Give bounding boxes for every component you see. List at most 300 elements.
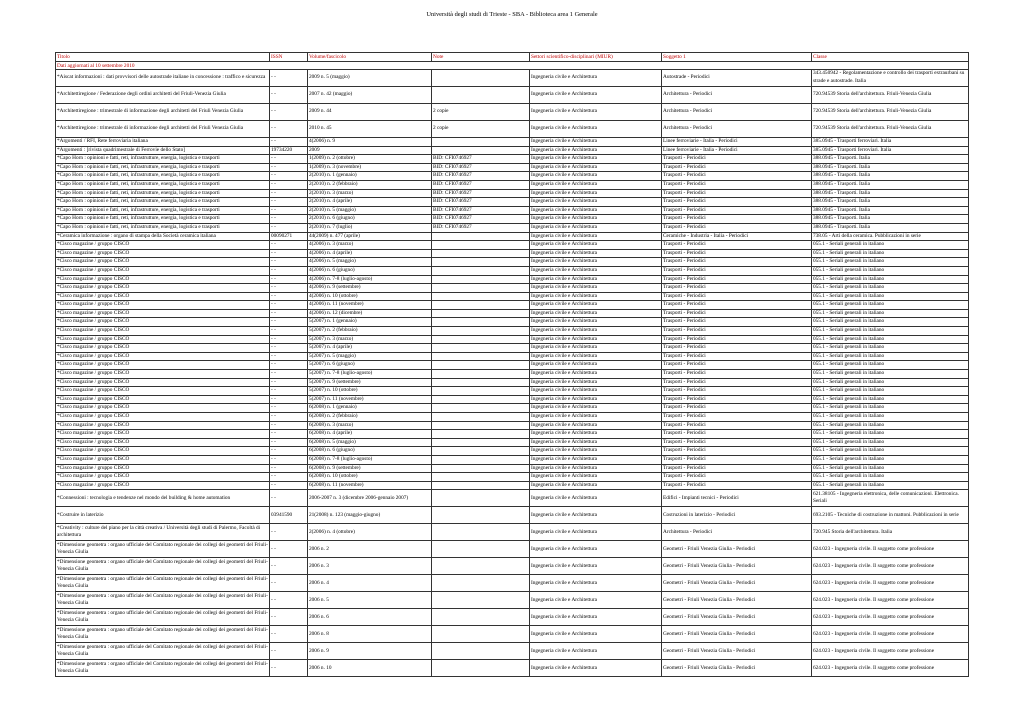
- cell-volume: 2(2010) n. 5 (maggio): [308, 206, 432, 215]
- cell-soggetto: Trasporti - Periodici: [662, 155, 812, 164]
- cell-volume: 2(2010) n. 1 (gennaio): [308, 172, 432, 181]
- cell-issn: - -: [270, 223, 308, 232]
- cell-issn: - -: [270, 387, 308, 396]
- cell-issn: - -: [270, 473, 308, 482]
- cell-titolo: *Cisco magazine / gruppo CISCO: [56, 404, 270, 413]
- cell-issn: - -: [270, 438, 308, 447]
- cell-titolo: *Cisco magazine / gruppo CISCO: [56, 421, 270, 430]
- cell-titolo: *Capo Horn : opinioni e fatti, reti, infrastrutture, energia, logistica e trasporti: [56, 198, 270, 207]
- cell-titolo: *Argomenti : [rivista quadrimestrale di Ferrovie dello Stato]: [56, 146, 270, 155]
- cell-titolo: *Cisco magazine / gruppo CISCO: [56, 284, 270, 293]
- cell-volume: 1(2009) n. 3 (novembre): [308, 163, 432, 172]
- cell-classe: 055.1 - Seriali generali in italiano: [812, 284, 969, 293]
- table-row: [56, 660, 969, 677]
- cell-settori: Ingegneria civile e Architettura: [530, 455, 662, 464]
- cell-settori: Ingegneria civile e Architettura: [530, 87, 662, 104]
- cell-issn: - -: [270, 413, 308, 422]
- column-header-note[interactable]: Note: [432, 53, 530, 62]
- cell-volume: 2006 n. 9: [308, 643, 432, 660]
- cell-classe: 055.1 - Seriali generali in italiano: [812, 361, 969, 370]
- cell-settori: Ingegneria civile e Architettura: [530, 541, 662, 558]
- cell-issn: - -: [270, 352, 308, 361]
- cell-note: [432, 138, 530, 147]
- cell-settori: Ingegneria civile e Architettura: [530, 138, 662, 147]
- cell-titolo: *Creativity : culture del piano per la città creativa / Università degli studi di Palermo, Facoltà di architettura: [56, 524, 270, 541]
- cell-note: [432, 275, 530, 284]
- cell-titolo: *Argomenti / RFI, Rete ferroviaria italiana: [56, 138, 270, 147]
- column-header-titolo[interactable]: Titolo: [56, 53, 270, 62]
- cell-volume: 2006 n. 3: [308, 558, 432, 575]
- table-row: [56, 249, 969, 258]
- cell-soggetto: Geometri - Friuli Venezia Giulia - Periodici: [662, 592, 812, 609]
- table-row: [56, 609, 969, 626]
- cell-note: [432, 395, 530, 404]
- table-row: [56, 266, 969, 275]
- cell-classe: 055.1 - Seriali generali in italiano: [812, 473, 969, 482]
- cell-classe: 055.1 - Seriali generali in italiano: [812, 447, 969, 456]
- cell-titolo: *Cisco magazine / gruppo CISCO: [56, 370, 270, 379]
- cell-titolo: *Cisco magazine / gruppo CISCO: [56, 430, 270, 439]
- cell-titolo: *Architettiregione : trimestrale di informazione degli architetti del Friuli Venezia Giulia: [56, 121, 270, 138]
- cell-volume: 21(2008) n. 123 (maggio-giugno): [308, 507, 432, 524]
- cell-issn: 19734220: [270, 146, 308, 155]
- cell-titolo: *Dimensione geometra : organo ufficiale del Comitato regionale dei collegi dei geometri del Friuli-Venezia Giulia: [56, 609, 270, 626]
- catalog-table: [55, 52, 969, 677]
- cell-issn: - -: [270, 335, 308, 344]
- cell-settori: Ingegneria civile e Architettura: [530, 352, 662, 361]
- cell-volume: 4(2006) n. 3 (marzo): [308, 241, 432, 250]
- cell-volume: 2(2010) n. 4 (aprile): [308, 198, 432, 207]
- cell-classe: 388.0945 - Trasporti. Italia: [812, 163, 969, 172]
- cell-issn: - -: [270, 284, 308, 293]
- cell-classe: 055.1 - Seriali generali in italiano: [812, 370, 969, 379]
- cell-titolo: *Cisco magazine / gruppo CISCO: [56, 301, 270, 310]
- cell-titolo: *Cisco magazine / gruppo CISCO: [56, 335, 270, 344]
- cell-volume: 2006 n. 5: [308, 592, 432, 609]
- cell-soggetto: Trasporti - Periodici: [662, 206, 812, 215]
- cell-issn: - -: [270, 464, 308, 473]
- cell-note: [432, 361, 530, 370]
- cell-volume: 5(2007) n. 2 (febbraio): [308, 327, 432, 336]
- cell-note: [432, 352, 530, 361]
- cell-titolo: *Capo Horn : opinioni e fatti, reti, infrastrutture, energia, logistica e trasporti: [56, 172, 270, 181]
- cell-classe: 738.05 - Arti della ceramica. Pubblicazioni in serie: [812, 232, 969, 241]
- cell-settori: Ingegneria civile e Architettura: [530, 155, 662, 164]
- table-row: [56, 206, 969, 215]
- cell-issn: - -: [270, 241, 308, 250]
- cell-settori: Ingegneria civile e Architettura: [530, 395, 662, 404]
- cell-titolo: *Cisco magazine / gruppo CISCO: [56, 447, 270, 456]
- cell-volume: 6(2008) n. 10 (ottobre): [308, 473, 432, 482]
- cell-volume: 4(2006) n. 7-8 (luglio-agosto): [308, 275, 432, 284]
- cell-classe: 388.0945 - Trasporti. Italia: [812, 172, 969, 181]
- cell-volume: 6(2008) n. 7-8 (luglio-agosto): [308, 455, 432, 464]
- cell-titolo: *Capo Horn : opinioni e fatti, reti, infrastrutture, energia, logistica e trasporti: [56, 163, 270, 172]
- cell-titolo: *Dimensione geometra : organo ufficiale del Comitato regionale dei collegi dei geometri del Friuli-Venezia Giulia: [56, 643, 270, 660]
- table-row: [56, 275, 969, 284]
- cell-titolo: *Ceramica informazione : organo di stampa della Società ceramica italiana: [56, 232, 270, 241]
- table-row: [56, 241, 969, 250]
- cell-titolo: *Cisco magazine / gruppo CISCO: [56, 309, 270, 318]
- table-row: [56, 189, 969, 198]
- cell-settori: Ingegneria civile e Architettura: [530, 318, 662, 327]
- cell-note: [432, 473, 530, 482]
- cell-note: [432, 447, 530, 456]
- column-header-soggetto[interactable]: Soggetto 1: [662, 53, 812, 62]
- cell-classe: 055.1 - Seriali generali in italiano: [812, 430, 969, 439]
- table-row: [56, 524, 969, 541]
- cell-settori: Ingegneria civile e Architettura: [530, 215, 662, 224]
- cell-classe: 055.1 - Seriali generali in italiano: [812, 301, 969, 310]
- cell-soggetto: Geometri - Friuli Venezia Giulia - Periodici: [662, 541, 812, 558]
- cell-titolo: *Cisco magazine / gruppo CISCO: [56, 258, 270, 267]
- cell-volume: 6(2008) n. 3 (marzo): [308, 421, 432, 430]
- cell-soggetto: Architettura - Periodici: [662, 104, 812, 121]
- cell-classe: 055.1 - Seriali generali in italiano: [812, 387, 969, 396]
- cell-note: [432, 413, 530, 422]
- cell-titolo: *Cisco magazine / gruppo CISCO: [56, 275, 270, 284]
- cell-titolo: *Cisco magazine / gruppo CISCO: [56, 292, 270, 301]
- cell-note: [432, 421, 530, 430]
- table-row: [56, 87, 969, 104]
- cell-settori: Ingegneria civile e Architettura: [530, 189, 662, 198]
- cell-settori: Ingegneria civile e Architettura: [530, 344, 662, 353]
- cell-soggetto: Trasporti - Periodici: [662, 215, 812, 224]
- table-row: [56, 404, 969, 413]
- column-header-issn[interactable]: ISSN: [270, 53, 308, 62]
- cell-soggetto: Autostrade - Periodici: [662, 70, 812, 87]
- table-row: [56, 155, 969, 164]
- cell-note: [432, 249, 530, 258]
- cell-issn: - -: [270, 104, 308, 121]
- cell-soggetto: Trasporti - Periodici: [662, 421, 812, 430]
- cell-titolo: *Cisco magazine / gruppo CISCO: [56, 378, 270, 387]
- cell-issn: - -: [270, 361, 308, 370]
- cell-volume: 1(2009) n. 2 (ottobre): [308, 155, 432, 164]
- cell-classe: 055.1 - Seriali generali in italiano: [812, 421, 969, 430]
- cell-settori: Ingegneria civile e Architettura: [530, 301, 662, 310]
- table-row: [56, 447, 969, 456]
- cell-note: [432, 146, 530, 155]
- cell-issn: - -: [270, 189, 308, 198]
- table-row: [56, 592, 969, 609]
- cell-titolo: *Cisco magazine / gruppo CISCO: [56, 473, 270, 482]
- table-row: [56, 138, 969, 147]
- column-header-classe[interactable]: Classe: [812, 53, 969, 62]
- cell-note: BID: CFI0746927: [432, 180, 530, 189]
- cell-issn: - -: [270, 172, 308, 181]
- table-row: [56, 335, 969, 344]
- cell-soggetto: Costruzioni in laterizio - Periodici: [662, 507, 812, 524]
- cell-volume: 4(2006) n. 9: [308, 138, 432, 147]
- cell-settori: Ingegneria civile e Architettura: [530, 172, 662, 181]
- cell-volume: 5(2007) n. 11 (novembre): [308, 395, 432, 404]
- cell-settori: Ingegneria civile e Architettura: [530, 438, 662, 447]
- table-row: [56, 215, 969, 224]
- cell-settori: Ingegneria civile e Architettura: [530, 473, 662, 482]
- cell-soggetto: Trasporti - Periodici: [662, 352, 812, 361]
- cell-titolo: *Capo Horn : opinioni e fatti, reti, infrastrutture, energia, logistica e trasporti: [56, 189, 270, 198]
- cell-soggetto: Geometri - Friuli Venezia Giulia - Periodici: [662, 558, 812, 575]
- cell-soggetto: Geometri - Friuli Venezia Giulia - Periodici: [662, 660, 812, 677]
- cell-issn: - -: [270, 643, 308, 660]
- cell-soggetto: Trasporti - Periodici: [662, 387, 812, 396]
- cell-settori: Ingegneria civile e Architettura: [530, 266, 662, 275]
- cell-titolo: *Dimensione geometra : organo ufficiale del Comitato regionale dei collegi dei geometri del Friuli-Venezia Giulia: [56, 558, 270, 575]
- table-row: [56, 344, 969, 353]
- table-row: [56, 309, 969, 318]
- cell-note: [432, 301, 530, 310]
- cell-issn: - -: [270, 660, 308, 677]
- cell-titolo: *Cisco magazine / gruppo CISCO: [56, 455, 270, 464]
- cell-titolo: *Cisco magazine / gruppo CISCO: [56, 318, 270, 327]
- cell-note: [432, 378, 530, 387]
- cell-settori: Ingegneria civile e Architettura: [530, 490, 662, 507]
- cell-settori: Ingegneria civile e Architettura: [530, 447, 662, 456]
- cell-issn: - -: [270, 258, 308, 267]
- cell-classe: 388.0945 - Trasporti. Italia: [812, 223, 969, 232]
- cell-soggetto: Trasporti - Periodici: [662, 438, 812, 447]
- cell-note: [432, 490, 530, 507]
- table-row: [56, 361, 969, 370]
- table-row: [56, 318, 969, 327]
- cell-classe: 055.1 - Seriali generali in italiano: [812, 378, 969, 387]
- cell-issn: - -: [270, 121, 308, 138]
- table-row: [56, 370, 969, 379]
- cell-note: [432, 232, 530, 241]
- cell-soggetto: Trasporti - Periodici: [662, 361, 812, 370]
- cell-classe: 624.023 - Ingegneria civile. Il soggetto come professione: [812, 558, 969, 575]
- cell-note: BID: CFI0746927: [432, 189, 530, 198]
- cell-soggetto: Trasporti - Periodici: [662, 172, 812, 181]
- cell-soggetto: Trasporti - Periodici: [662, 473, 812, 482]
- cell-classe: 621.38105 - Ingegneria elettronica, delle comunicazioni. Elettronica. Seriali: [812, 490, 969, 507]
- cell-volume: 5(2007) n. 5 (maggio): [308, 352, 432, 361]
- cell-volume: 2007 n. 42 (maggio): [308, 87, 432, 104]
- cell-titolo: *Architettiregione / Federazione degli ordini architetti del Friuli-Venezia Giulia: [56, 87, 270, 104]
- cell-issn: - -: [270, 490, 308, 507]
- cell-settori: Ingegneria civile e Architettura: [530, 387, 662, 396]
- cell-soggetto: Trasporti - Periodici: [662, 455, 812, 464]
- cell-volume: 5(2007) n. 1 (gennaio): [308, 318, 432, 327]
- column-header-settori[interactable]: Settori scientifico-disciplinari (MIUR): [530, 53, 662, 62]
- cell-volume: 5(2007) n. 4 (aprile): [308, 344, 432, 353]
- cell-classe: 720.94539 Storia dell'architettura. Friuli-Venezia Giulia: [812, 87, 969, 104]
- table-row: [56, 413, 969, 422]
- table-row: [56, 198, 969, 207]
- cell-settori: Ingegneria civile e Architettura: [530, 180, 662, 189]
- cell-issn: - -: [270, 206, 308, 215]
- cell-classe: 385.0945 - Trasporti ferroviari. Italia: [812, 146, 969, 155]
- cell-volume: 6(2008) n. 11 (novembre): [308, 481, 432, 490]
- cell-volume: 4(2006) n. 9 (settembre): [308, 284, 432, 293]
- cell-issn: - -: [270, 344, 308, 353]
- cell-note: 2 copie: [432, 121, 530, 138]
- cell-note: [432, 327, 530, 336]
- cell-volume: 2(2010) n. 2 (febbraio): [308, 180, 432, 189]
- header-row: [56, 53, 969, 62]
- cell-issn: 03941590: [270, 507, 308, 524]
- cell-note: [432, 430, 530, 439]
- table-row: [56, 421, 969, 430]
- table-row: [56, 473, 969, 482]
- cell-issn: - -: [270, 524, 308, 541]
- cell-soggetto: Trasporti - Periodici: [662, 180, 812, 189]
- cell-note: [432, 643, 530, 660]
- cell-classe: 385.0945 - Trasporti ferroviari. Italia: [812, 138, 969, 147]
- cell-note: [432, 404, 530, 413]
- cell-settori: Ingegneria civile e Architettura: [530, 626, 662, 643]
- cell-soggetto: Trasporti - Periodici: [662, 481, 812, 490]
- cell-note: [432, 318, 530, 327]
- cell-settori: Ingegneria civile e Architettura: [530, 206, 662, 215]
- cell-note: [432, 464, 530, 473]
- cell-titolo: *Cisco magazine / gruppo CISCO: [56, 266, 270, 275]
- cell-soggetto: Trasporti - Periodici: [662, 223, 812, 232]
- cell-classe: 624.023 - Ingegneria civile. Il soggetto come professione: [812, 643, 969, 660]
- cell-soggetto: Trasporti - Periodici: [662, 275, 812, 284]
- cell-settori: Ingegneria civile e Architettura: [530, 104, 662, 121]
- cell-titolo: *Cisco magazine / gruppo CISCO: [56, 241, 270, 250]
- cell-classe: 388.0945 - Trasporti. Italia: [812, 215, 969, 224]
- table-row: [56, 464, 969, 473]
- cell-classe: 055.1 - Seriali generali in italiano: [812, 327, 969, 336]
- cell-volume: 2009 n. 5 (maggio): [308, 70, 432, 87]
- cell-volume: 5(2007) n. 10 (ottobre): [308, 387, 432, 396]
- cell-classe: 624.023 - Ingegneria civile. Il soggetto come professione: [812, 541, 969, 558]
- cell-classe: 624.023 - Ingegneria civile. Il soggetto come professione: [812, 575, 969, 592]
- cell-note: [432, 507, 530, 524]
- cell-note: [432, 626, 530, 643]
- cell-issn: 00090271: [270, 232, 308, 241]
- column-header-volume[interactable]: Volume/fascicolo: [308, 53, 432, 62]
- cell-soggetto: Trasporti - Periodici: [662, 404, 812, 413]
- cell-note: [432, 541, 530, 558]
- cell-volume: 2(2006) n. 4 (ottobre): [308, 524, 432, 541]
- cell-note: [432, 309, 530, 318]
- cell-classe: 055.1 - Seriali generali in italiano: [812, 481, 969, 490]
- cell-volume: 2006 n. 8: [308, 626, 432, 643]
- cell-soggetto: Trasporti - Periodici: [662, 249, 812, 258]
- table-row: [56, 378, 969, 387]
- cell-titolo: *Aiscat informazioni : dati provvisori delle autostrade italiane in concessione : traffico e sicurezza: [56, 70, 270, 87]
- cell-settori: Ingegneria civile e Architettura: [530, 163, 662, 172]
- cell-issn: - -: [270, 266, 308, 275]
- cell-issn: - -: [270, 215, 308, 224]
- cell-soggetto: Linee ferroviarie - Italia - Periodici: [662, 138, 812, 147]
- cell-classe: 720.945 Storia dell'architettura. Italia: [812, 524, 969, 541]
- cell-note: [432, 455, 530, 464]
- cell-issn: - -: [270, 301, 308, 310]
- cell-issn: - -: [270, 370, 308, 379]
- cell-soggetto: Trasporti - Periodici: [662, 284, 812, 293]
- cell-soggetto: Geometri - Friuli Venezia Giulia - Periodici: [662, 626, 812, 643]
- cell-note: [432, 70, 530, 87]
- cell-note: BID: CFI0746927: [432, 215, 530, 224]
- cell-classe: 055.1 - Seriali generali in italiano: [812, 249, 969, 258]
- cell-issn: - -: [270, 592, 308, 609]
- cell-classe: 720.94539 Storia dell'architettura. Friuli-Venezia Giulia: [812, 104, 969, 121]
- cell-soggetto: Architettura - Periodici: [662, 87, 812, 104]
- cell-volume: 5(2007) n. 3 (marzo): [308, 335, 432, 344]
- cell-soggetto: Trasporti - Periodici: [662, 413, 812, 422]
- cell-soggetto: Geometri - Friuli Venezia Giulia - Periodici: [662, 609, 812, 626]
- cell-titolo: *Cisco magazine / gruppo CISCO: [56, 327, 270, 336]
- cell-settori: Ingegneria civile e Architettura: [530, 121, 662, 138]
- cell-classe: 055.1 - Seriali generali in italiano: [812, 309, 969, 318]
- cell-classe: 624.023 - Ingegneria civile. Il soggetto come professione: [812, 609, 969, 626]
- cell-note: [432, 481, 530, 490]
- cell-volume: 2006 n. 6: [308, 609, 432, 626]
- cell-settori: Ingegneria civile e Architettura: [530, 309, 662, 318]
- cell-note: BID: CFI0746927: [432, 223, 530, 232]
- cell-issn: - -: [270, 609, 308, 626]
- cell-volume: 4(2006) n. 5 (maggio): [308, 258, 432, 267]
- cell-classe: 720.94539 Storia dell'architettura. Friuli-Venezia Giulia: [812, 121, 969, 138]
- cell-note: [432, 241, 530, 250]
- cell-soggetto: Trasporti - Periodici: [662, 327, 812, 336]
- cell-soggetto: Trasporti - Periodici: [662, 378, 812, 387]
- cell-volume: 6(2008) n. 1 (gennaio): [308, 404, 432, 413]
- section-row: [56, 62, 969, 70]
- cell-titolo: *Cisco magazine / gruppo CISCO: [56, 387, 270, 396]
- cell-note: [432, 284, 530, 293]
- table-row: [56, 172, 969, 181]
- cell-settori: Ingegneria civile e Architettura: [530, 507, 662, 524]
- cell-settori: Ingegneria civile e Architettura: [530, 643, 662, 660]
- cell-note: BID: CFI0746927: [432, 163, 530, 172]
- cell-note: BID: CFI0746927: [432, 155, 530, 164]
- cell-soggetto: Geometri - Friuli Venezia Giulia - Periodici: [662, 643, 812, 660]
- cell-volume: 2006 n. 2: [308, 541, 432, 558]
- cell-classe: 055.1 - Seriali generali in italiano: [812, 292, 969, 301]
- cell-note: [432, 660, 530, 677]
- cell-issn: - -: [270, 163, 308, 172]
- cell-volume: 2006-2007 n. 3 (dicembre 2006-gennaio 2007): [308, 490, 432, 507]
- cell-titolo: *Dimensione geometra : organo ufficiale del Comitato regionale dei collegi dei geometri del Friuli-Venezia Giulia: [56, 660, 270, 677]
- table-row: [56, 104, 969, 121]
- cell-titolo: *Cisco magazine / gruppo CISCO: [56, 438, 270, 447]
- table-row: [56, 121, 969, 138]
- cell-soggetto: Ceramiche - Industria - Italia - Periodici: [662, 232, 812, 241]
- cell-soggetto: Linee ferroviarie - Italia - Periodici: [662, 146, 812, 155]
- cell-soggetto: Trasporti - Periodici: [662, 318, 812, 327]
- cell-note: BID: CFI0746927: [432, 206, 530, 215]
- cell-classe: 055.1 - Seriali generali in italiano: [812, 438, 969, 447]
- cell-issn: - -: [270, 447, 308, 456]
- cell-note: [432, 609, 530, 626]
- cell-titolo: *Connessioni : tecnologia e tendenze nel mondo del building & home automation: [56, 490, 270, 507]
- cell-settori: Ingegneria civile e Architettura: [530, 361, 662, 370]
- cell-titolo: *Capo Horn : opinioni e fatti, reti, infrastrutture, energia, logistica e trasporti: [56, 206, 270, 215]
- cell-issn: - -: [270, 541, 308, 558]
- table-row: [56, 352, 969, 361]
- cell-soggetto: Trasporti - Periodici: [662, 344, 812, 353]
- cell-soggetto: Trasporti - Periodici: [662, 241, 812, 250]
- table-row: [56, 387, 969, 396]
- table-row: [56, 626, 969, 643]
- cell-settori: Ingegneria civile e Architettura: [530, 258, 662, 267]
- cell-issn: - -: [270, 70, 308, 87]
- cell-note: [432, 387, 530, 396]
- cell-issn: - -: [270, 155, 308, 164]
- table-row: [56, 163, 969, 172]
- cell-classe: 624.023 - Ingegneria civile. Il soggetto come professione: [812, 660, 969, 677]
- cell-volume: 5(2007) n. 9 (settembre): [308, 378, 432, 387]
- cell-volume: 6(2008) n. 5 (maggio): [308, 438, 432, 447]
- cell-titolo: *Cisco magazine / gruppo CISCO: [56, 413, 270, 422]
- cell-classe: 343.450942 - Regolamentazione e controllo dei trasporti extraurbani su strade e autostrade. Italia: [812, 70, 969, 87]
